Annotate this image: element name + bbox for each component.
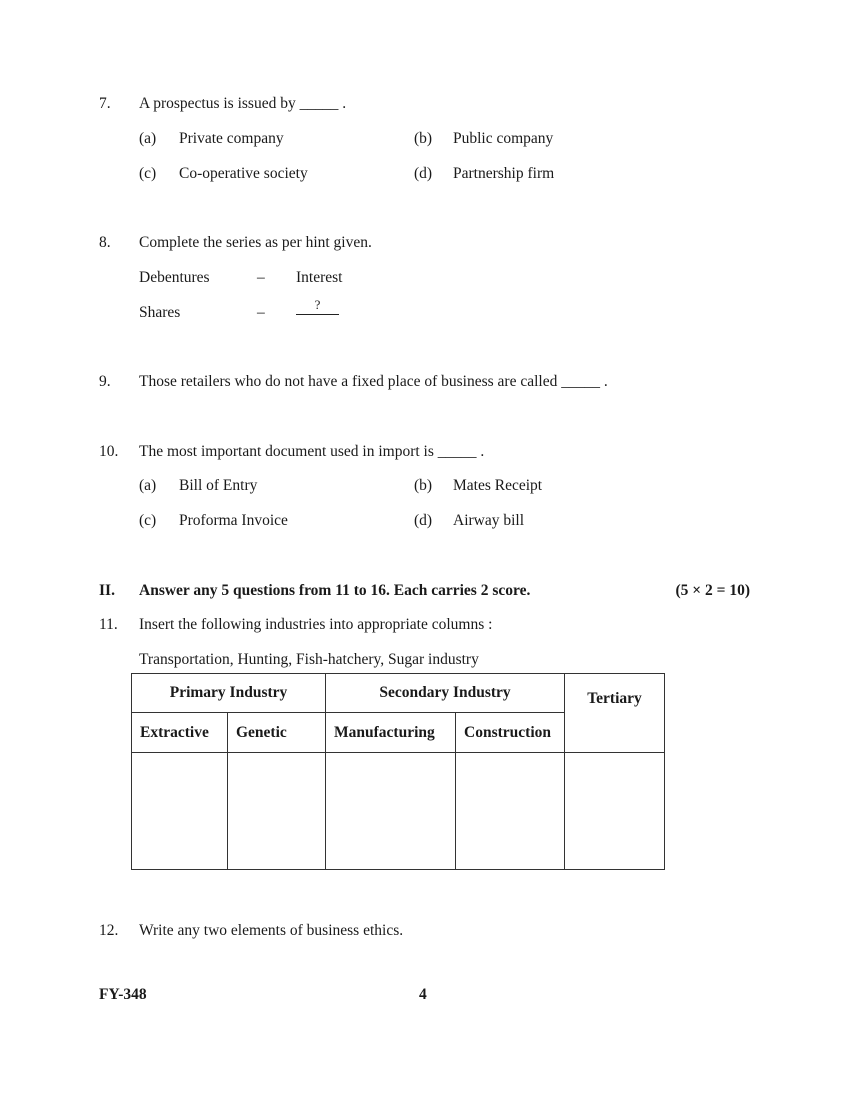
section-instruction: Answer any 5 questions from 11 to 16. Each carries 2 score. (139, 582, 531, 599)
q7-option-c: Co-operative society (179, 165, 308, 182)
q10-number: 10. (99, 443, 119, 460)
q7-option-d-letter: (d) (414, 165, 433, 182)
q11-industry-list: Transportation, Hunting, Fish-hatchery, Sugar industry (139, 651, 479, 668)
q9-text: Those retailers who do not have a fixed place of business are called _____ . (139, 373, 608, 390)
extractive-header: Extractive (132, 713, 228, 753)
genetic-answer-cell (228, 753, 326, 870)
q7-option-a-letter: (a) (139, 130, 157, 147)
q10-option-b-letter: (b) (414, 477, 433, 494)
tertiary-header: Tertiary (565, 674, 665, 753)
q10-option-a: Bill of Entry (179, 477, 258, 494)
tertiary-answer-cell (565, 753, 665, 870)
q8-row2-answer-blank: ? (296, 296, 339, 315)
q8-row1-dash: – (257, 269, 265, 286)
q12-number: 12. (99, 922, 119, 939)
construction-answer-cell (456, 753, 565, 870)
q7-number: 7. (99, 95, 111, 112)
q10-option-c: Proforma Invoice (179, 512, 288, 529)
q10-option-b: Mates Receipt (453, 477, 543, 494)
q12-text: Write any two elements of business ethics. (139, 922, 404, 939)
footer-page-number: 4 (419, 986, 427, 1003)
q8-row2-left: Shares (139, 304, 181, 321)
q10-option-c-letter: (c) (139, 512, 157, 529)
q7-text: A prospectus is issued by _____ . (139, 95, 347, 112)
q10-option-a-letter: (a) (139, 477, 157, 494)
q10-text: The most important document used in import is _____ . (139, 443, 485, 460)
extractive-answer-cell (132, 753, 228, 870)
manufacturing-header: Manufacturing (326, 713, 456, 753)
q8-text: Complete the series as per hint given. (139, 234, 372, 251)
genetic-header: Genetic (228, 713, 326, 753)
secondary-industry-header: Secondary Industry (326, 674, 565, 713)
manufacturing-answer-cell (326, 753, 456, 870)
industry-table (131, 673, 665, 870)
q11-number: 11. (99, 616, 118, 633)
q10-option-d: Airway bill (453, 512, 525, 529)
section-score: (5 × 2 = 10) (675, 582, 750, 599)
section-number: II. (99, 582, 115, 599)
q8-row1-left: Debentures (139, 269, 210, 286)
q9-number: 9. (99, 373, 111, 390)
q8-number: 8. (99, 234, 111, 251)
q7-option-b: Public company (453, 130, 554, 147)
q10-option-d-letter: (d) (414, 512, 433, 529)
q7-option-c-letter: (c) (139, 165, 157, 182)
q11-text: Insert the following industries into appropriate columns : (139, 616, 493, 633)
q7-option-b-letter: (b) (414, 130, 433, 147)
q7-option-a: Private company (179, 130, 284, 147)
construction-header: Construction (456, 713, 565, 753)
q8-row1-right: Interest (296, 269, 343, 286)
q7-option-d: Partnership firm (453, 165, 555, 182)
footer-paper-code: FY-348 (99, 986, 147, 1003)
q8-row2-dash: – (257, 304, 265, 321)
primary-industry-header: Primary Industry (132, 674, 326, 713)
